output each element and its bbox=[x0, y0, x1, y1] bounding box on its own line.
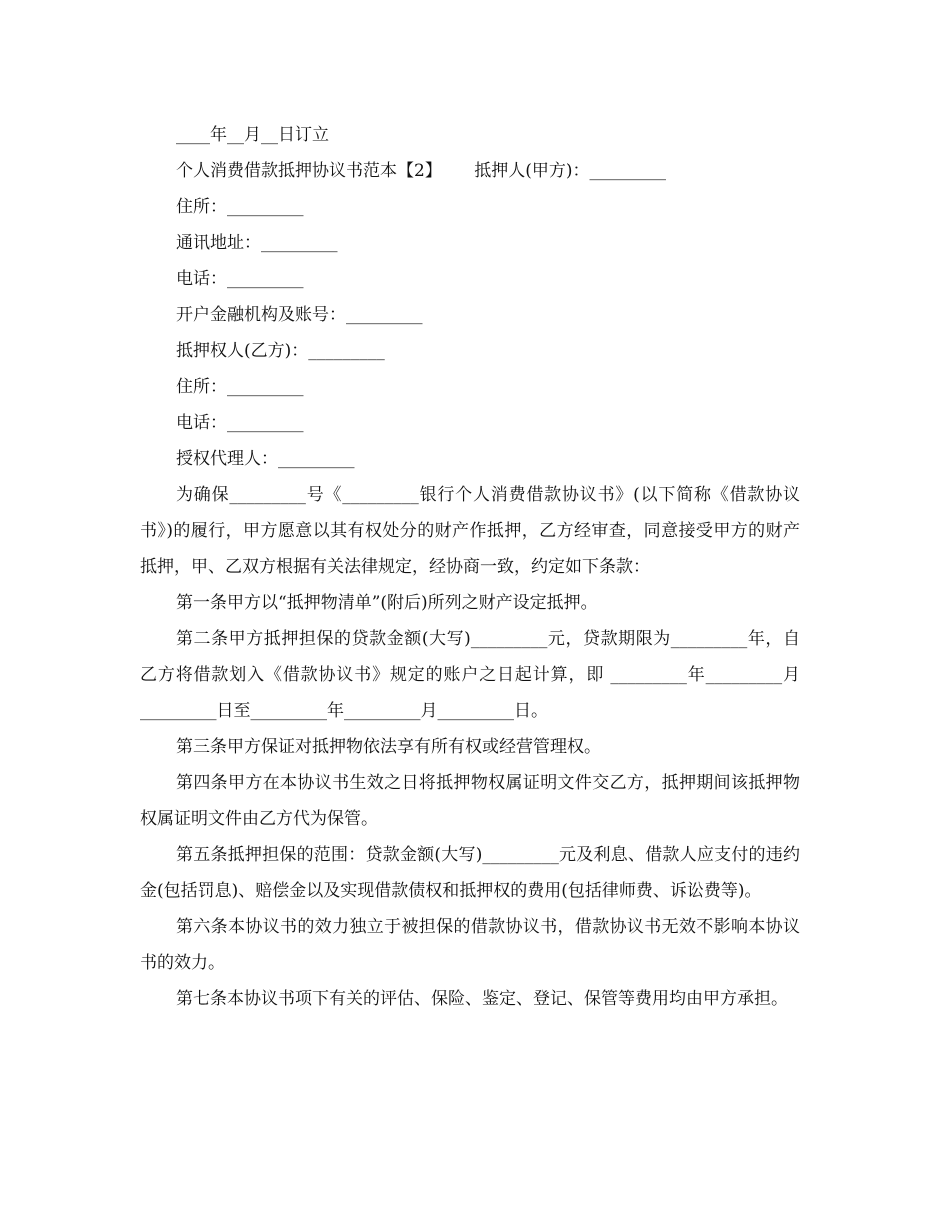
preamble-paragraph: 为确保_________号《_________银行个人消费借款协议书》(以下简称《借款协议书》)的履行，甲方愿意以其有权处分的财产作抵押，乙方经审查，同意接受甲方的财产抵押，甲、乙双方根据有关法律规定，经协商一致，约定如下条款： bbox=[140, 485, 800, 577]
party-a-phone: 电话：_________ bbox=[176, 269, 304, 289]
article-6: 第六条本协议书的效力独立于被担保的借款协议书，借款协议书无效不影响本协议书的效力。 bbox=[140, 917, 800, 973]
article-5: 第五条抵押担保的范围：贷款金额(大写)_________元及利息、借款人应支付的违约金(包括罚息)、赔偿金以及实现借款债权和抵押权的费用(包括律师费、诉讼费等)。 bbox=[140, 845, 800, 901]
party-b-agent: 授权代理人：_________ bbox=[176, 449, 355, 469]
party-b-mortgagee: 抵押权人(乙方)：_________ bbox=[176, 341, 385, 361]
party-b-phone: 电话：_________ bbox=[176, 413, 304, 433]
document-title-line: 个人消费借款抵押协议书范本【2】 抵押人(甲方)：_________ bbox=[176, 161, 667, 181]
party-b-address: 住所：_________ bbox=[176, 377, 304, 397]
article-2: 第二条甲方抵押担保的贷款金额(大写)_________元，贷款期限为_________年，自乙方将借款划入《借款协议书》规定的账户之日起计算，即 _________年_________月_________日至_________年_________月_________日。 bbox=[140, 629, 800, 721]
party-a-bank-account: 开户金融机构及账号：_________ bbox=[176, 305, 423, 325]
party-a-mailing-address: 通讯地址：_________ bbox=[176, 233, 338, 253]
party-a-address: 住所：_________ bbox=[176, 197, 304, 217]
document-body bbox=[140, 117, 800, 1017]
article-1: 第一条甲方以“抵押物清单”(附后)所列之财产设定抵押。 bbox=[176, 593, 598, 613]
article-4: 第四条甲方在本协议书生效之日将抵押物权属证明文件交乙方，抵押期间该抵押物权属证明文件由乙方代为保管。 bbox=[140, 773, 800, 829]
date-line: ____年__月__日订立 bbox=[176, 125, 329, 145]
article-7: 第七条本协议书项下有关的评估、保险、鉴定、登记、保管等费用均由甲方承担。 bbox=[176, 989, 788, 1009]
article-3: 第三条甲方保证对抵押物依法享有所有权或经营管理权。 bbox=[176, 737, 601, 757]
